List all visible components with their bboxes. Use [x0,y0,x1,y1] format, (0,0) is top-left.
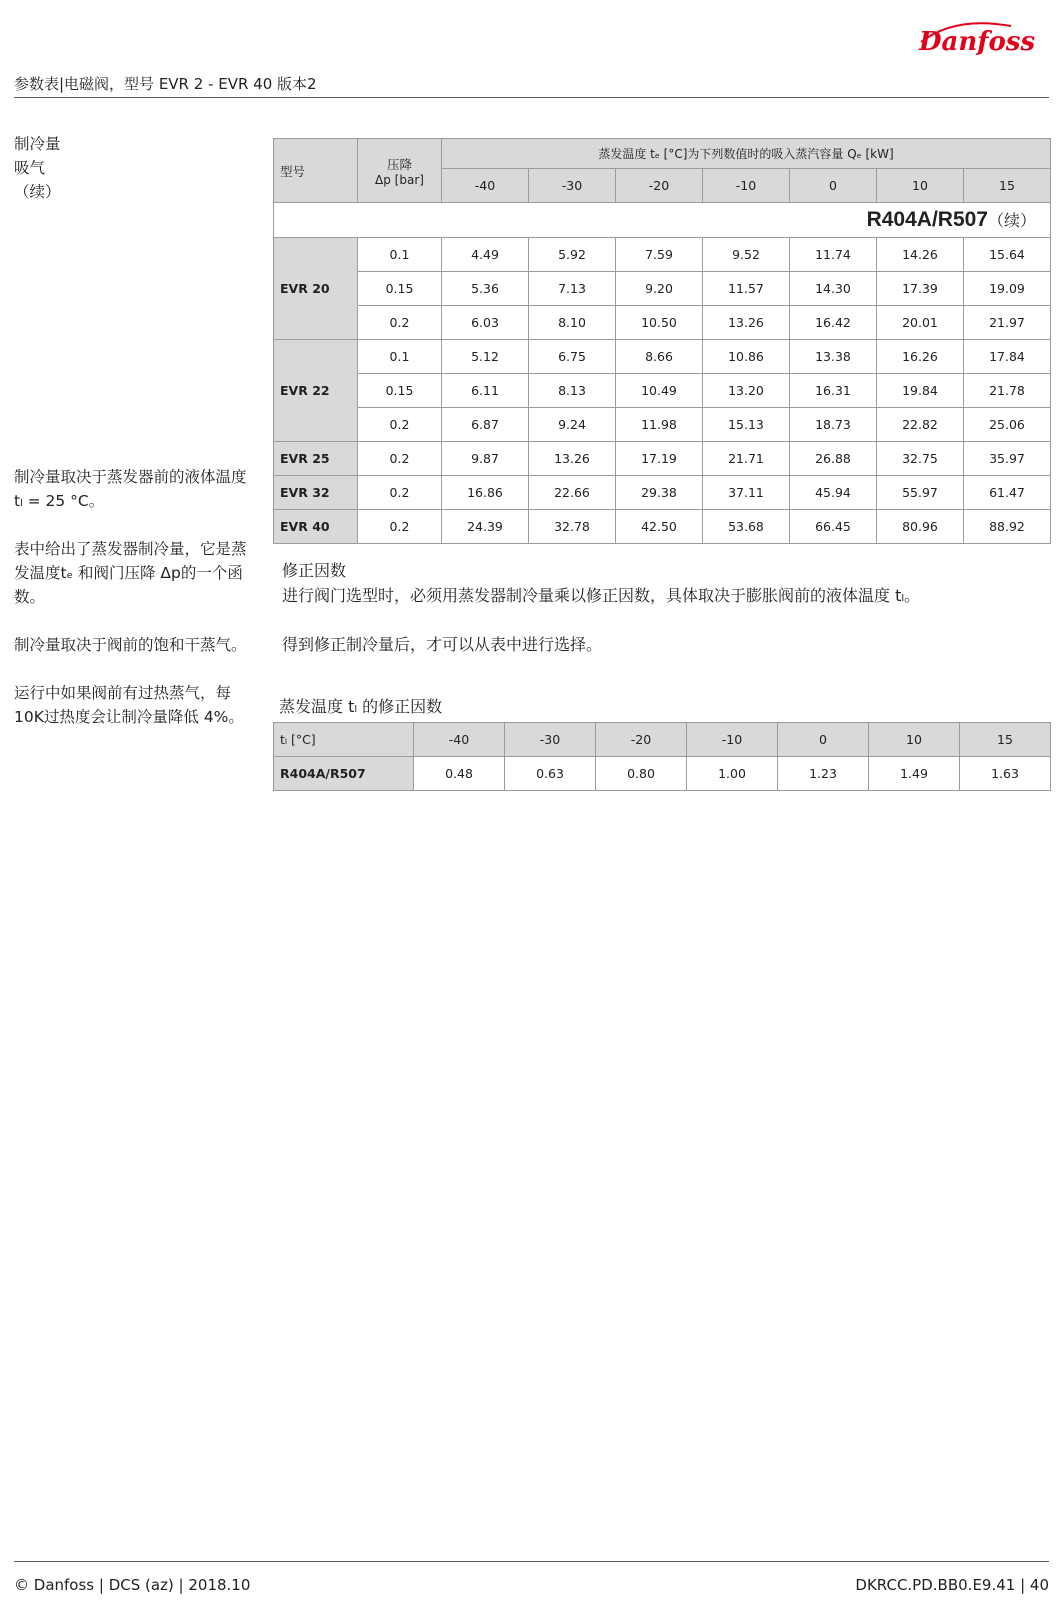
capacity-cell: 35.97 [964,442,1051,476]
capacity-cell: 8.10 [529,306,616,340]
model-cell: EVR 32 [274,476,358,510]
capacity-cell: 17.39 [877,272,964,306]
capacity-cell: 13.20 [703,374,790,408]
pressure-drop-cell: 0.2 [358,306,442,340]
danfoss-logo [915,12,1047,58]
capacity-cell: 22.66 [529,476,616,510]
capacity-cell: 55.97 [877,476,964,510]
capacity-cell: 19.09 [964,272,1051,306]
refrigerant-cell [274,203,1051,238]
capacity-cell: 14.26 [877,238,964,272]
capacity-cell: 21.78 [964,374,1051,408]
capacity-cell: 9.87 [442,442,529,476]
pressure-drop-cell: 0.2 [358,408,442,442]
footer-divider [14,1561,1049,1562]
capacity-cell: 24.39 [442,510,529,544]
capacity-cell: 16.42 [790,306,877,340]
footer-copyright: © Danfoss | DCS (az) | 2018.10 [14,1576,251,1594]
pressure-drop-cell: 0.2 [358,476,442,510]
sidebar-notes [14,465,248,753]
capacity-cell: 17.19 [616,442,703,476]
capacity-cell: 26.88 [790,442,877,476]
temp-column-header: 15 [964,169,1051,203]
pressure-drop-cell: 0.1 [358,238,442,272]
correction-heading: 修正因数 [282,561,347,580]
correction-text-2: 得到修正制冷量后，才可以从表中进行选择。 [282,635,603,654]
temp-column-header: -20 [596,723,687,757]
table-row [274,510,1051,544]
factor-cell: 0.80 [596,757,687,791]
note-liquid-temp: 制冷量取决于蒸发器前的液体温度 tₗ = 25 °C。 [14,468,247,510]
capacity-cell: 7.59 [616,238,703,272]
capacity-cell: 19.84 [877,374,964,408]
pressure-drop-cell: 0.2 [358,510,442,544]
svg-text:Danfoss: Danfoss [919,27,1036,57]
model-cell: EVR 20 [274,238,358,340]
refrigerant-name: R404A/R507 [866,208,988,231]
capacity-cell: 18.73 [790,408,877,442]
pressure-drop-cell: 0.2 [358,442,442,476]
capacity-cell: 88.92 [964,510,1051,544]
pressure-drop-unit: Δp [bar] [375,172,424,187]
model-cell: EVR 22 [274,340,358,442]
capacity-cell: 5.36 [442,272,529,306]
capacity-cell: 14.30 [790,272,877,306]
sidebar-heading [14,132,248,204]
capacity-cell: 13.38 [790,340,877,374]
capacity-span-header: 蒸发温度 tₑ [°C]为下列数值时的吸入蒸汽容量 Qₑ [kW] [442,139,1051,169]
correction-text: 进行阀门选型时，必须用蒸发器制冷量乘以修正因数，具体取决于膨胀阀前的液体温度 tₗ。 [282,586,921,605]
refrigerant-row [274,203,1051,238]
note-saturated-vapour: 制冷量取决于阀前的饱和干蒸气。 [14,636,247,654]
capacity-cell: 5.12 [442,340,529,374]
capacity-cell: 15.13 [703,408,790,442]
capacity-cell: 32.75 [877,442,964,476]
pressure-drop-cell: 0.1 [358,340,442,374]
liquid-temp-header: tₗ [°C] [274,723,414,757]
capacity-cell: 42.50 [616,510,703,544]
factor-cell: 1.49 [869,757,960,791]
sidebar-heading-line: （续） [14,183,61,201]
capacity-cell: 53.68 [703,510,790,544]
temp-column-header: -20 [616,169,703,203]
capacity-cell: 61.47 [964,476,1051,510]
temp-column-header: 10 [869,723,960,757]
header-divider [14,97,1049,98]
note-superheat: 运行中如果阀前有过热蒸气，每10K过热度会让制冷量降低 4%。 [14,684,244,726]
capacity-cell: 29.38 [616,476,703,510]
capacity-cell: 13.26 [529,442,616,476]
factor-cell: 1.00 [687,757,778,791]
capacity-cell: 20.01 [877,306,964,340]
table-row [274,442,1051,476]
capacity-cell: 11.98 [616,408,703,442]
temp-column-header: -40 [414,723,505,757]
capacity-cell: 16.26 [877,340,964,374]
capacity-cell: 21.97 [964,306,1051,340]
capacity-cell: 21.71 [703,442,790,476]
table-row [274,408,1051,442]
capacity-cell: 15.64 [964,238,1051,272]
model-cell: EVR 25 [274,442,358,476]
model-column-header: 型号 [274,139,358,203]
capacity-cell: 9.24 [529,408,616,442]
capacity-cell: 13.26 [703,306,790,340]
sidebar-heading-line: 制冷量 [14,135,61,153]
sidebar-heading-line: 吸气 [14,159,46,177]
table-row [274,374,1051,408]
capacity-cell: 8.13 [529,374,616,408]
capacity-cell: 6.87 [442,408,529,442]
pressure-drop-column-header [358,139,442,203]
capacity-cell: 37.11 [703,476,790,510]
table-row [274,238,1051,272]
temp-column-header: 0 [790,169,877,203]
temp-column-header: -10 [687,723,778,757]
capacity-cell: 10.50 [616,306,703,340]
capacity-table [273,138,1051,544]
temp-column-header: -30 [529,169,616,203]
temp-column-header: 15 [960,723,1051,757]
factor-cell: 1.23 [778,757,869,791]
pressure-drop-label: 压降 [386,156,412,172]
model-cell: EVR 40 [274,510,358,544]
correction-factor-table [273,722,1051,791]
capacity-cell: 10.86 [703,340,790,374]
correction-header-row [274,723,1051,757]
temp-column-header: 10 [877,169,964,203]
correction-table-title: 蒸发温度 tₗ 的修正因数 [279,697,443,716]
capacity-cell: 6.03 [442,306,529,340]
capacity-cell: 25.06 [964,408,1051,442]
capacity-cell: 5.92 [529,238,616,272]
factor-cell: 0.48 [414,757,505,791]
pressure-drop-cell: 0.15 [358,374,442,408]
capacity-cell: 6.11 [442,374,529,408]
table-row [274,272,1051,306]
capacity-cell: 9.52 [703,238,790,272]
capacity-cell: 16.86 [442,476,529,510]
footer-doc-code: DKRCC.PD.BB0.E9.41 | 40 [855,1576,1049,1594]
table-row [274,306,1051,340]
capacity-cell: 7.13 [529,272,616,306]
capacity-cell: 22.82 [877,408,964,442]
temp-column-header: -30 [505,723,596,757]
capacity-cell: 9.20 [616,272,703,306]
factor-cell: 1.63 [960,757,1051,791]
pressure-drop-cell: 0.15 [358,272,442,306]
capacity-cell: 11.57 [703,272,790,306]
document-title: 参数表|电磁阀，型号 EVR 2 - EVR 40 版本2 [14,75,317,93]
temp-column-header: -40 [442,169,529,203]
capacity-cell: 10.49 [616,374,703,408]
capacity-cell: 11.74 [790,238,877,272]
capacity-cell: 45.94 [790,476,877,510]
capacity-cell: 4.49 [442,238,529,272]
capacity-cell: 80.96 [877,510,964,544]
capacity-cell: 66.45 [790,510,877,544]
note-capacity-function: 表中给出了蒸发器制冷量，它是蒸发温度tₑ 和阀门压降 Δp的一个函数。 [14,540,247,606]
capacity-cell: 8.66 [616,340,703,374]
refrigerant-label: R404A/R507 [274,757,414,791]
factor-cell: 0.63 [505,757,596,791]
refrigerant-continued: （续） [987,211,1036,230]
capacity-cell: 17.84 [964,340,1051,374]
capacity-cell: 16.31 [790,374,877,408]
temp-column-header: 0 [778,723,869,757]
capacity-cell: 6.75 [529,340,616,374]
temp-column-header: -10 [703,169,790,203]
table-row [274,340,1051,374]
table-row [274,476,1051,510]
capacity-cell: 32.78 [529,510,616,544]
correction-factor-row [274,757,1051,791]
